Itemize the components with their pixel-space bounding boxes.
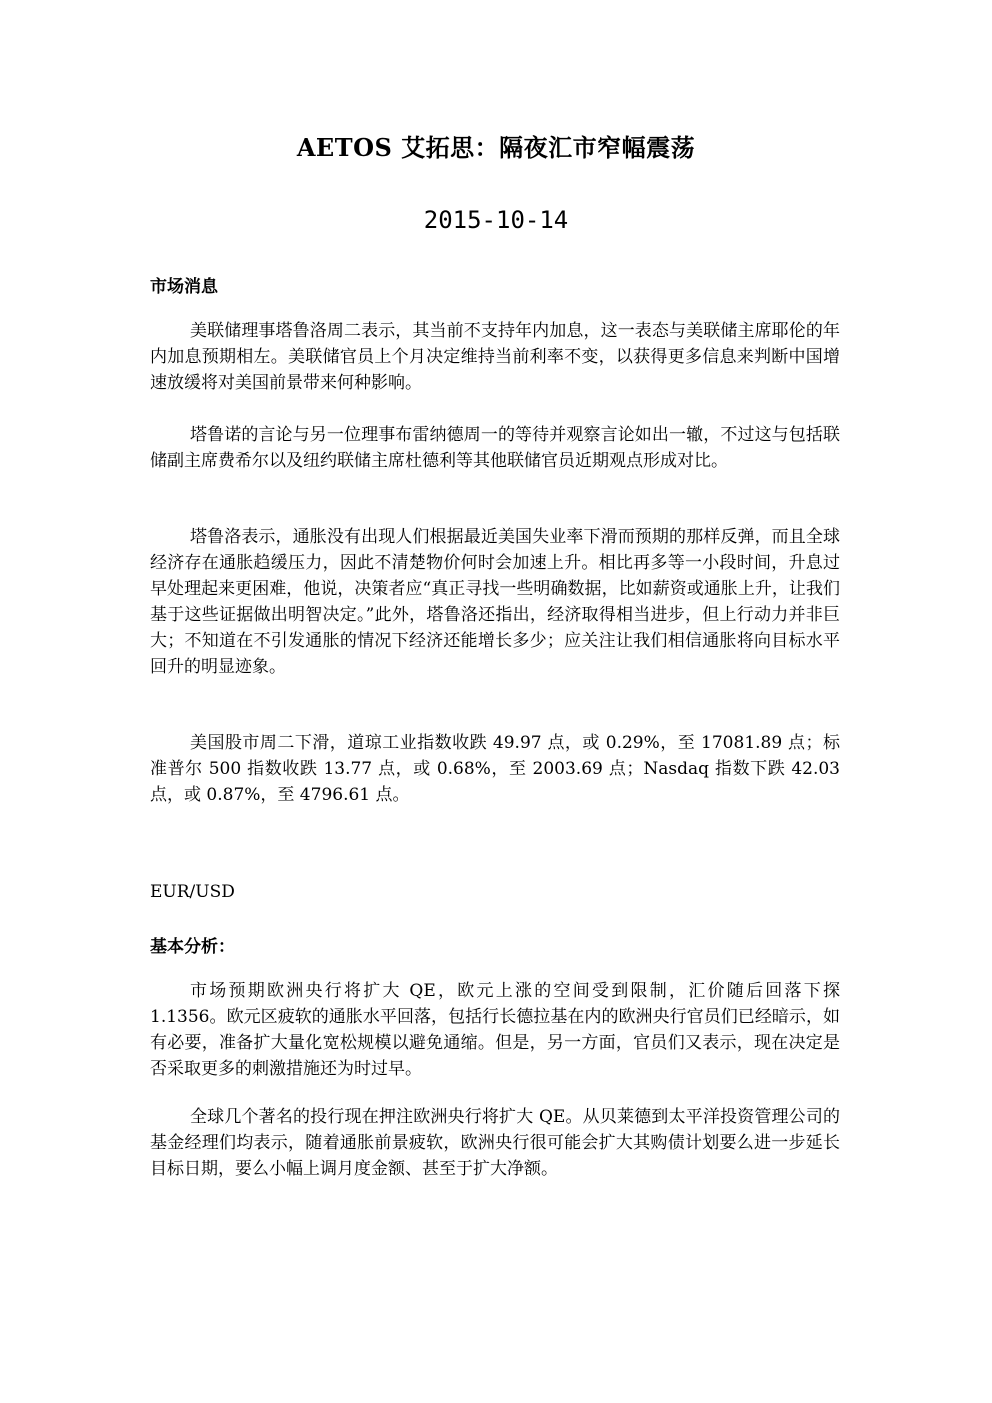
paragraph: 塔鲁洛表示，通胀没有出现人们根据最近美国失业率下滑而预期的那样反弹，而且全球经济存在通胀趋缓压力，因此不清楚物价何时会加速上升。相比再多等一小段时间，升息过早处理起来更困难，他说，决策者应“真正寻找一些明确数据，比如薪资或通胀上升，让我们基于这些证据做出明智决定。”此外，塔鲁洛还指出，经济取得相当进步，但上行动力并非巨大；不知道在不引发通胀的情况下经济还能增长多少；应关注让我们相信通胀将向目标水平回升的明显迹象。 (150, 527, 840, 677)
paragraph: 全球几个著名的投行现在押注欧洲央行将扩大 QE。从贝莱德到太平洋投资管理公司的基金经理们均表示，随着通胀前景疲软，欧洲央行很可能会扩大其购债计划要么进一步延长目标日期，要么小幅上调月度金额、甚至于扩大净额。 (150, 1107, 840, 1179)
document-date: 2015-10-14 (423, 206, 569, 234)
paragraph: 市场预期欧洲央行将扩大 QE，欧元上涨的空间受到限制，汇价随后回落下探 1.1356。欧元区疲软的通胀水平回落，包括行长德拉基在内的欧洲央行官员们已经暗示，如有必要，准备扩大量化宽松规模以避免通缩。但是，另一方面，官员们又表示，现在决定是否采取更多的刺激措施还为时过早。 (150, 981, 840, 1079)
paragraph: 美国股市周二下滑，道琼工业指数收跌 49.97 点，或 0.29%，至 17081.89 点；标准普尔 500 指数收跌 13.77 点，或 0.68%，至 2003.69 点；Nasdaq 指数下跌 42.03 点，或 0.87%，至 4796.61 点。 (150, 733, 840, 805)
currency-pair-label: EUR/USD (150, 882, 235, 902)
section-heading-market-news: 市场消息 (150, 277, 218, 297)
paragraph: 美联储理事塔鲁洛周二表示，其当前不支持年内加息，这一表态与美联储主席耶伦的年内加息预期相左。美联储官员上个月决定维持当前利率不变，以获得更多信息来判断中国增速放缓将对美国前景带来何种影响。 (150, 321, 840, 393)
section-heading-fundamental-analysis: 基本分析： (150, 937, 235, 957)
document-title: AETOS 艾拓思：隔夜汇市窄幅震荡 (296, 133, 696, 162)
paragraph: 塔鲁诺的言论与另一位理事布雷纳德周一的等待并观察言论如出一辙，不过这与包括联储副主席费希尔以及纽约联储主席杜德利等其他联储官员近期观点形成对比。 (150, 425, 840, 471)
